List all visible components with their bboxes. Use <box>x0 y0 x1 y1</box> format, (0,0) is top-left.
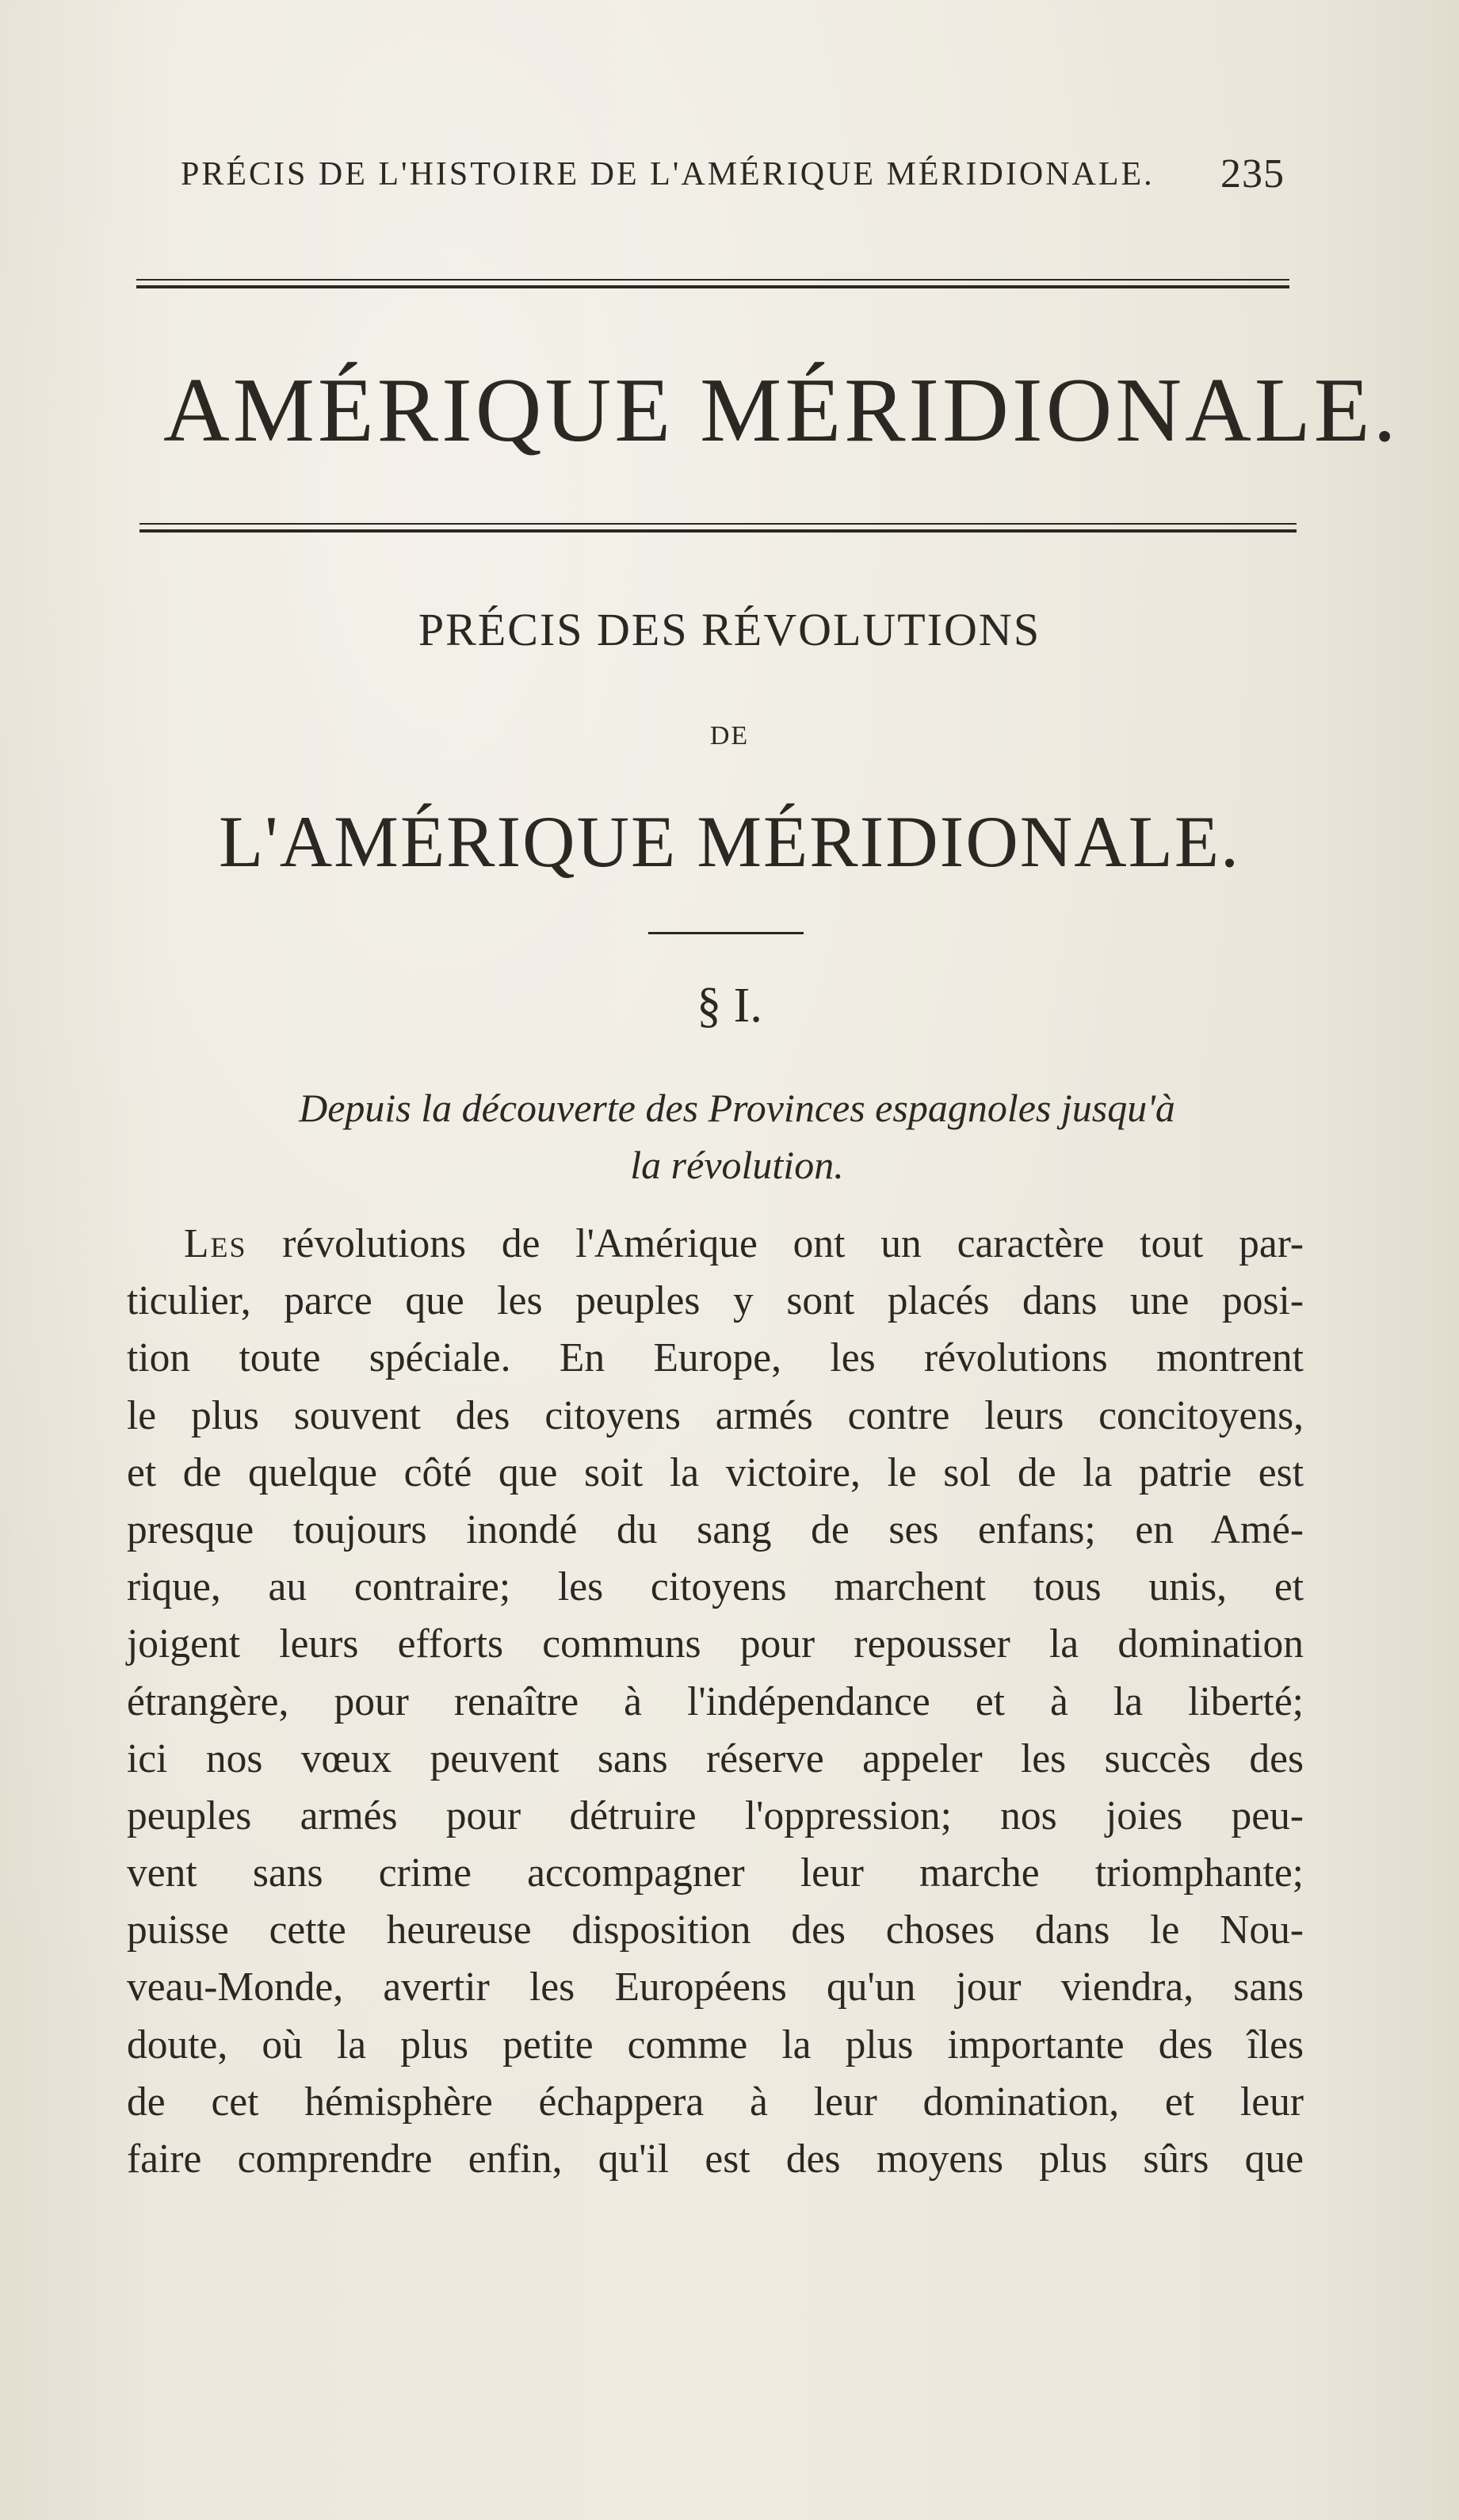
short-divider-rule <box>648 932 804 934</box>
main-title: AMÉRIQUE MÉRIDIONALE. <box>163 360 1400 461</box>
body-line: joigent leurs efforts communs pour repousser la domination <box>127 1621 1304 1667</box>
page-number: 235 <box>1220 151 1285 197</box>
body-line: peuples armés pour détruire l'oppression; nos joies peu- <box>127 1793 1304 1838</box>
body-line-text: révolutions de l'Amérique ont un caractère tout par- <box>246 1221 1304 1266</box>
title-double-rule <box>139 523 1297 533</box>
body-line: presque toujours inondé du sang de ses enfans; en Amé- <box>127 1506 1304 1552</box>
running-head <box>181 151 1290 197</box>
running-head-title: PRÉCIS DE L'HISTOIRE DE L'AMÉRIQUE MÉRIDIONALE. <box>181 156 1155 193</box>
body-line: étrangère, pour renaître à l'indépendance et à la liberté; <box>127 1678 1304 1724</box>
body-paragraph <box>127 1216 1304 2188</box>
body-line: vent sans crime accompagner leur marche triomphante; <box>127 1850 1304 1896</box>
top-double-rule <box>136 279 1289 288</box>
body-line: veau-Monde, avertir les Européens qu'un jour viendra, sans <box>127 1964 1304 2010</box>
section-mark: § I. <box>697 979 762 1033</box>
body-line: puisse cette heureuse disposition des choses dans le Nou- <box>127 1907 1304 1953</box>
drop-word: Les <box>184 1221 247 1266</box>
chapter-title-line3: L'AMÉRIQUE MÉRIDIONALE. <box>218 801 1241 882</box>
section-heading-line2: la révolution. <box>630 1143 844 1187</box>
body-line: ticulier, parce que les peuples y sont placés dans une posi- <box>127 1278 1304 1324</box>
body-line: tion toute spéciale. En Europe, les révolutions montrent <box>127 1335 1304 1381</box>
body-line: faire comprendre enfin, qu'il est des moyens plus sûrs que <box>127 2136 1304 2182</box>
body-line: ici nos vœux peuvent sans réserve appeler les succès des <box>127 1735 1304 1781</box>
section-heading <box>182 1079 1292 1193</box>
body-line: et de quelque côté que soit la victoire, le sol de la patrie est <box>127 1449 1304 1495</box>
section-heading-line1: Depuis la découverte des Provinces espagnoles jusqu'à <box>299 1086 1175 1130</box>
body-line: rique, au contraire; les citoyens marchent tous unis, et <box>127 1564 1304 1610</box>
chapter-title-line2: DE <box>709 721 750 750</box>
body-line: de cet hémisphère échappera à leur domination, et leur <box>127 2079 1304 2125</box>
body-line: doute, où la plus petite comme la plus importante des îles <box>127 2022 1304 2068</box>
body-line <box>127 1216 1304 1273</box>
chapter-title-line1: PRÉCIS DES RÉVOLUTIONS <box>418 604 1041 655</box>
body-line: le plus souvent des citoyens armés contre leurs concitoyens, <box>127 1392 1304 1438</box>
